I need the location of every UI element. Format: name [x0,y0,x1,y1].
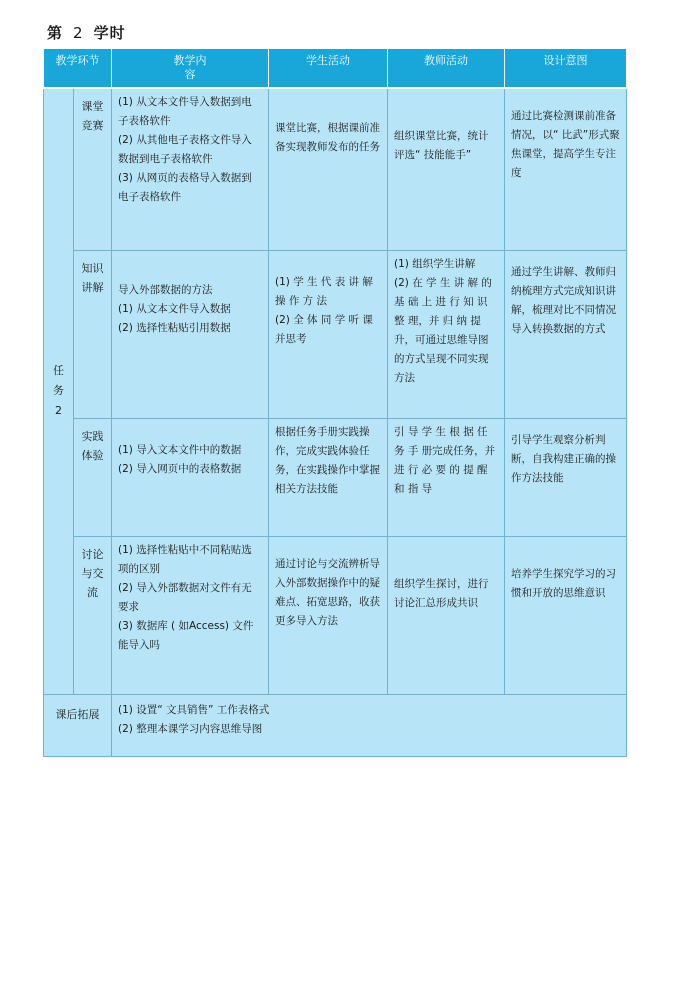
header-phase: 教学环节 [44,49,112,89]
content-item: (2) 导入网页中的表格数据 [118,462,242,475]
content-item: (1) 导入文本文件中的数据 [118,443,242,456]
content-item: 导入外部数据的方法 [118,283,213,296]
teacher-cell: (1) 组织学生讲解 (2) 在 学 生 讲 解 的 基 础 上 进 行 知 识 整 理，并 归 纳 提 升，可通过思维导图的方式呈现不同实现方法 [388,250,505,418]
table-header-row [44,49,627,89]
phase-cell: 知识 讲解 [74,250,112,418]
table-row [44,250,627,418]
content-cell [112,250,269,418]
phase-cell: 实践 体验 [74,418,112,536]
task-label-char: 务 [53,384,64,398]
title-number: 2 [73,24,84,42]
table-row [44,88,627,250]
student-cell: 根据任务手册实践操作，完成实践体验任务，在实践操作中掌握相关方法技能 [269,418,388,536]
table-row [44,536,627,694]
after-class-label: 课后拓展 [44,694,112,756]
content-item: (3) 数据库 ( 如Access) 文件能导入吗 [118,619,254,651]
content-cell [112,88,269,250]
title-suffix: 学时 [93,24,126,42]
content-item: (1) 选择性粘贴中不同粘贴选项的区别 [118,543,252,575]
header-teacher: 教师活动 [388,49,505,89]
after-class-item: (2) 整理本课学习内容思维导图 [118,722,263,735]
teacher-cell: 组织课堂比赛，统计评选“ 技能能手” [388,88,505,250]
header-content: 教学内 容 [112,49,269,89]
content-item: (1) 从文本文件导入数据到电子表格软件 [118,96,252,127]
after-class-item: (1) 设置“ 文具销售” 工作表格式 [118,703,270,716]
phase-cell: 课堂 竞赛 [74,88,112,250]
header-intent: 设计意图 [505,49,627,89]
table-row [44,418,627,536]
after-class-content [112,694,627,756]
student-cell: (1) 学 生 代 表 讲 解 操 作 方 法 (2) 全 体 同 学 听 课 并思考 [269,250,388,418]
content-cell [112,536,269,694]
page-title [47,22,126,43]
student-cell: 课堂比赛，根据课前准备实现教师发布的任务 [269,88,388,250]
header-student: 学生活动 [269,49,388,89]
intent-cell: 通过比赛检测课前准备情况，以“ 比武”形式聚焦课堂，提高学生专注度 [505,88,627,250]
phase-cell: 讨论 与交 流 [74,536,112,694]
content-item: (2) 导入外部数据对文件有无要求 [118,581,252,613]
content-item: (2) 从其他电子表格文件导入数据到电子表格软件 [118,134,252,165]
lesson-plan-table [43,48,627,757]
intent-cell: 培养学生探究学习的习惯和开放的思维意识 [505,536,627,694]
teacher-cell: 组织学生探讨，进行讨论汇总形成共识 [388,536,505,694]
intent-cell: 通过学生讲解、教师归纳梳理方式完成知识讲解，梳理对比不同情况导入转换数据的方式 [505,250,627,418]
content-item: (3) 从网页的表格导入数据到电子表格软件 [118,172,252,203]
intent-cell: 引导学生观察分析判断，自我构建正确的操作方法技能 [505,418,627,536]
task-label-char: 任 [53,364,64,378]
title-prefix: 第 [47,24,64,42]
task-label [44,88,74,694]
task-label-char: 2 [55,404,62,418]
content-item: (1) 从文本文件导入数据 [118,302,231,315]
teacher-cell: 引 导 学 生 根 据 任 务 手 册完成任务，并 进 行 必 要 的 提 醒 和 指 导 [388,418,505,536]
content-item: (2) 选择性粘贴引用数据 [118,321,231,334]
student-cell: 通过讨论与交流辨析导入外部数据操作中的疑难点、拓宽思路，收获更多导入方法 [269,536,388,694]
content-cell [112,418,269,536]
after-class-row [44,694,627,756]
